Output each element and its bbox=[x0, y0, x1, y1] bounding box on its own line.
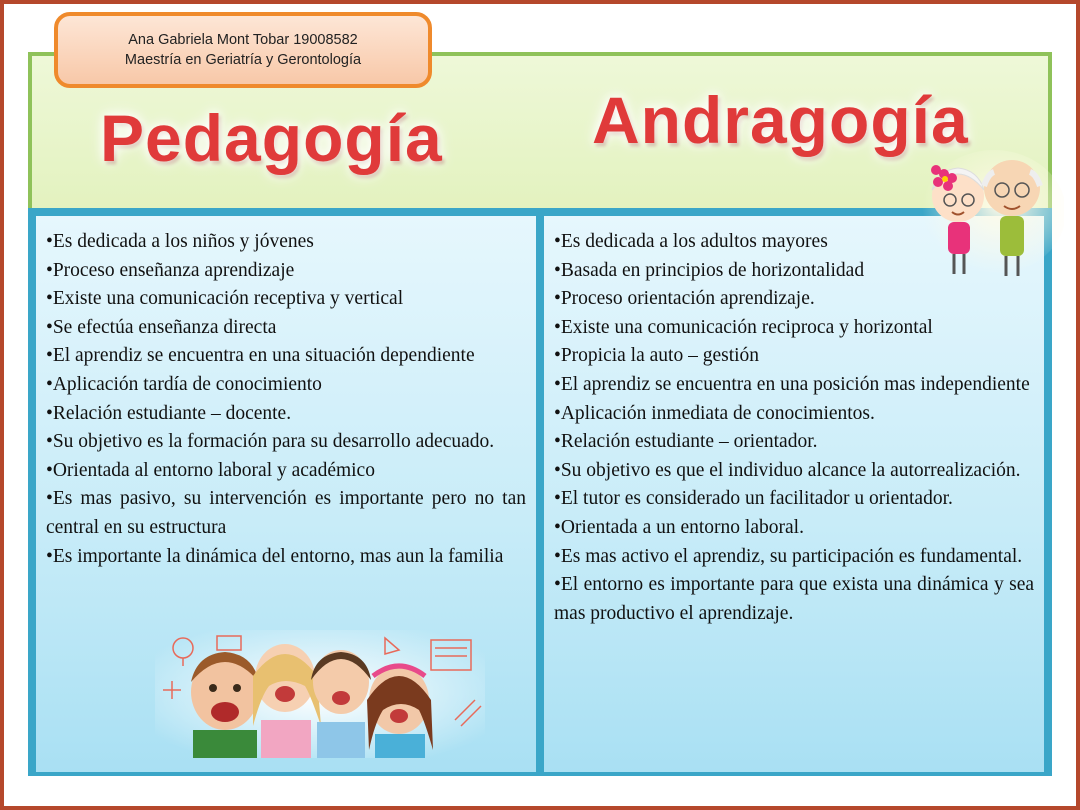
list-item: •El aprendiz se encuentra en una situación dependiente bbox=[46, 345, 475, 367]
list-item: •Orientada al entorno laboral y académico bbox=[46, 459, 375, 481]
list-item: •Aplicación tardía de conocimiento bbox=[46, 373, 322, 395]
andragogia-list bbox=[554, 228, 1034, 628]
list-item: •Proceso enseñanza aprendizaje bbox=[46, 259, 295, 281]
list-item: •El entorno es importante para que exista una dinámica y sea mas productivo el aprendizaje. bbox=[554, 574, 1034, 624]
kid-boy bbox=[191, 652, 259, 758]
pedagogia-title: Pedagogía bbox=[100, 101, 443, 175]
list-item: •Relación estudiante – docente. bbox=[46, 402, 292, 424]
author-program: Maestría en Geriatría y Gerontología bbox=[124, 52, 362, 68]
list-item: •Basada en principios de horizontalidad bbox=[554, 259, 865, 281]
list-item: •Es importante la dinámica del entorno, mas aun la familia bbox=[46, 545, 504, 567]
list-item: •Existe una comunicación reciproca y horizontal bbox=[554, 316, 933, 338]
list-item: •Es mas activo el aprendiz, su participación es fundamental. bbox=[554, 545, 1023, 567]
andragogia-column bbox=[544, 216, 1044, 772]
list-item: •Es mas pasivo, su intervención es importante pero no tan central en su estructura bbox=[46, 488, 526, 538]
list-item: •Su objetivo es la formación para su desarrollo adecuado. bbox=[46, 431, 495, 453]
elderly-couple-cartoon bbox=[914, 150, 1064, 280]
list-item: •El aprendiz se encuentra en una posición mas independiente bbox=[554, 373, 1030, 395]
list-item: •Aplicación inmediata de conocimientos. bbox=[554, 402, 875, 424]
author-box bbox=[54, 12, 432, 88]
list-item: •Su objetivo es que el individuo alcance la autorrealización. bbox=[554, 459, 1021, 481]
pedagogia-list bbox=[46, 228, 526, 571]
list-item: •Se efectúa enseñanza directa bbox=[46, 316, 277, 338]
list-item: •Existe una comunicación receptiva y vertical bbox=[46, 288, 404, 310]
kid-girl-headband bbox=[367, 666, 433, 758]
list-item: •Es dedicada a los niños y jóvenes bbox=[46, 231, 314, 252]
andragogia-title: Andragogía bbox=[592, 83, 969, 157]
list-item: •Propicia la auto – gestión bbox=[554, 345, 760, 367]
list-item: •Es dedicada a los adultos mayores bbox=[554, 231, 828, 252]
list-item: •Proceso orientación aprendizaje. bbox=[554, 288, 815, 310]
children-photo bbox=[155, 630, 485, 758]
list-item: •Relación estudiante – orientador. bbox=[554, 431, 818, 453]
list-item: •El tutor es considerado un facilitador u orientador. bbox=[554, 488, 953, 510]
list-item: •Orientada a un entorno laboral. bbox=[554, 516, 804, 538]
author-name: Ana Gabriela Mont Tobar 19008582 bbox=[128, 32, 358, 48]
